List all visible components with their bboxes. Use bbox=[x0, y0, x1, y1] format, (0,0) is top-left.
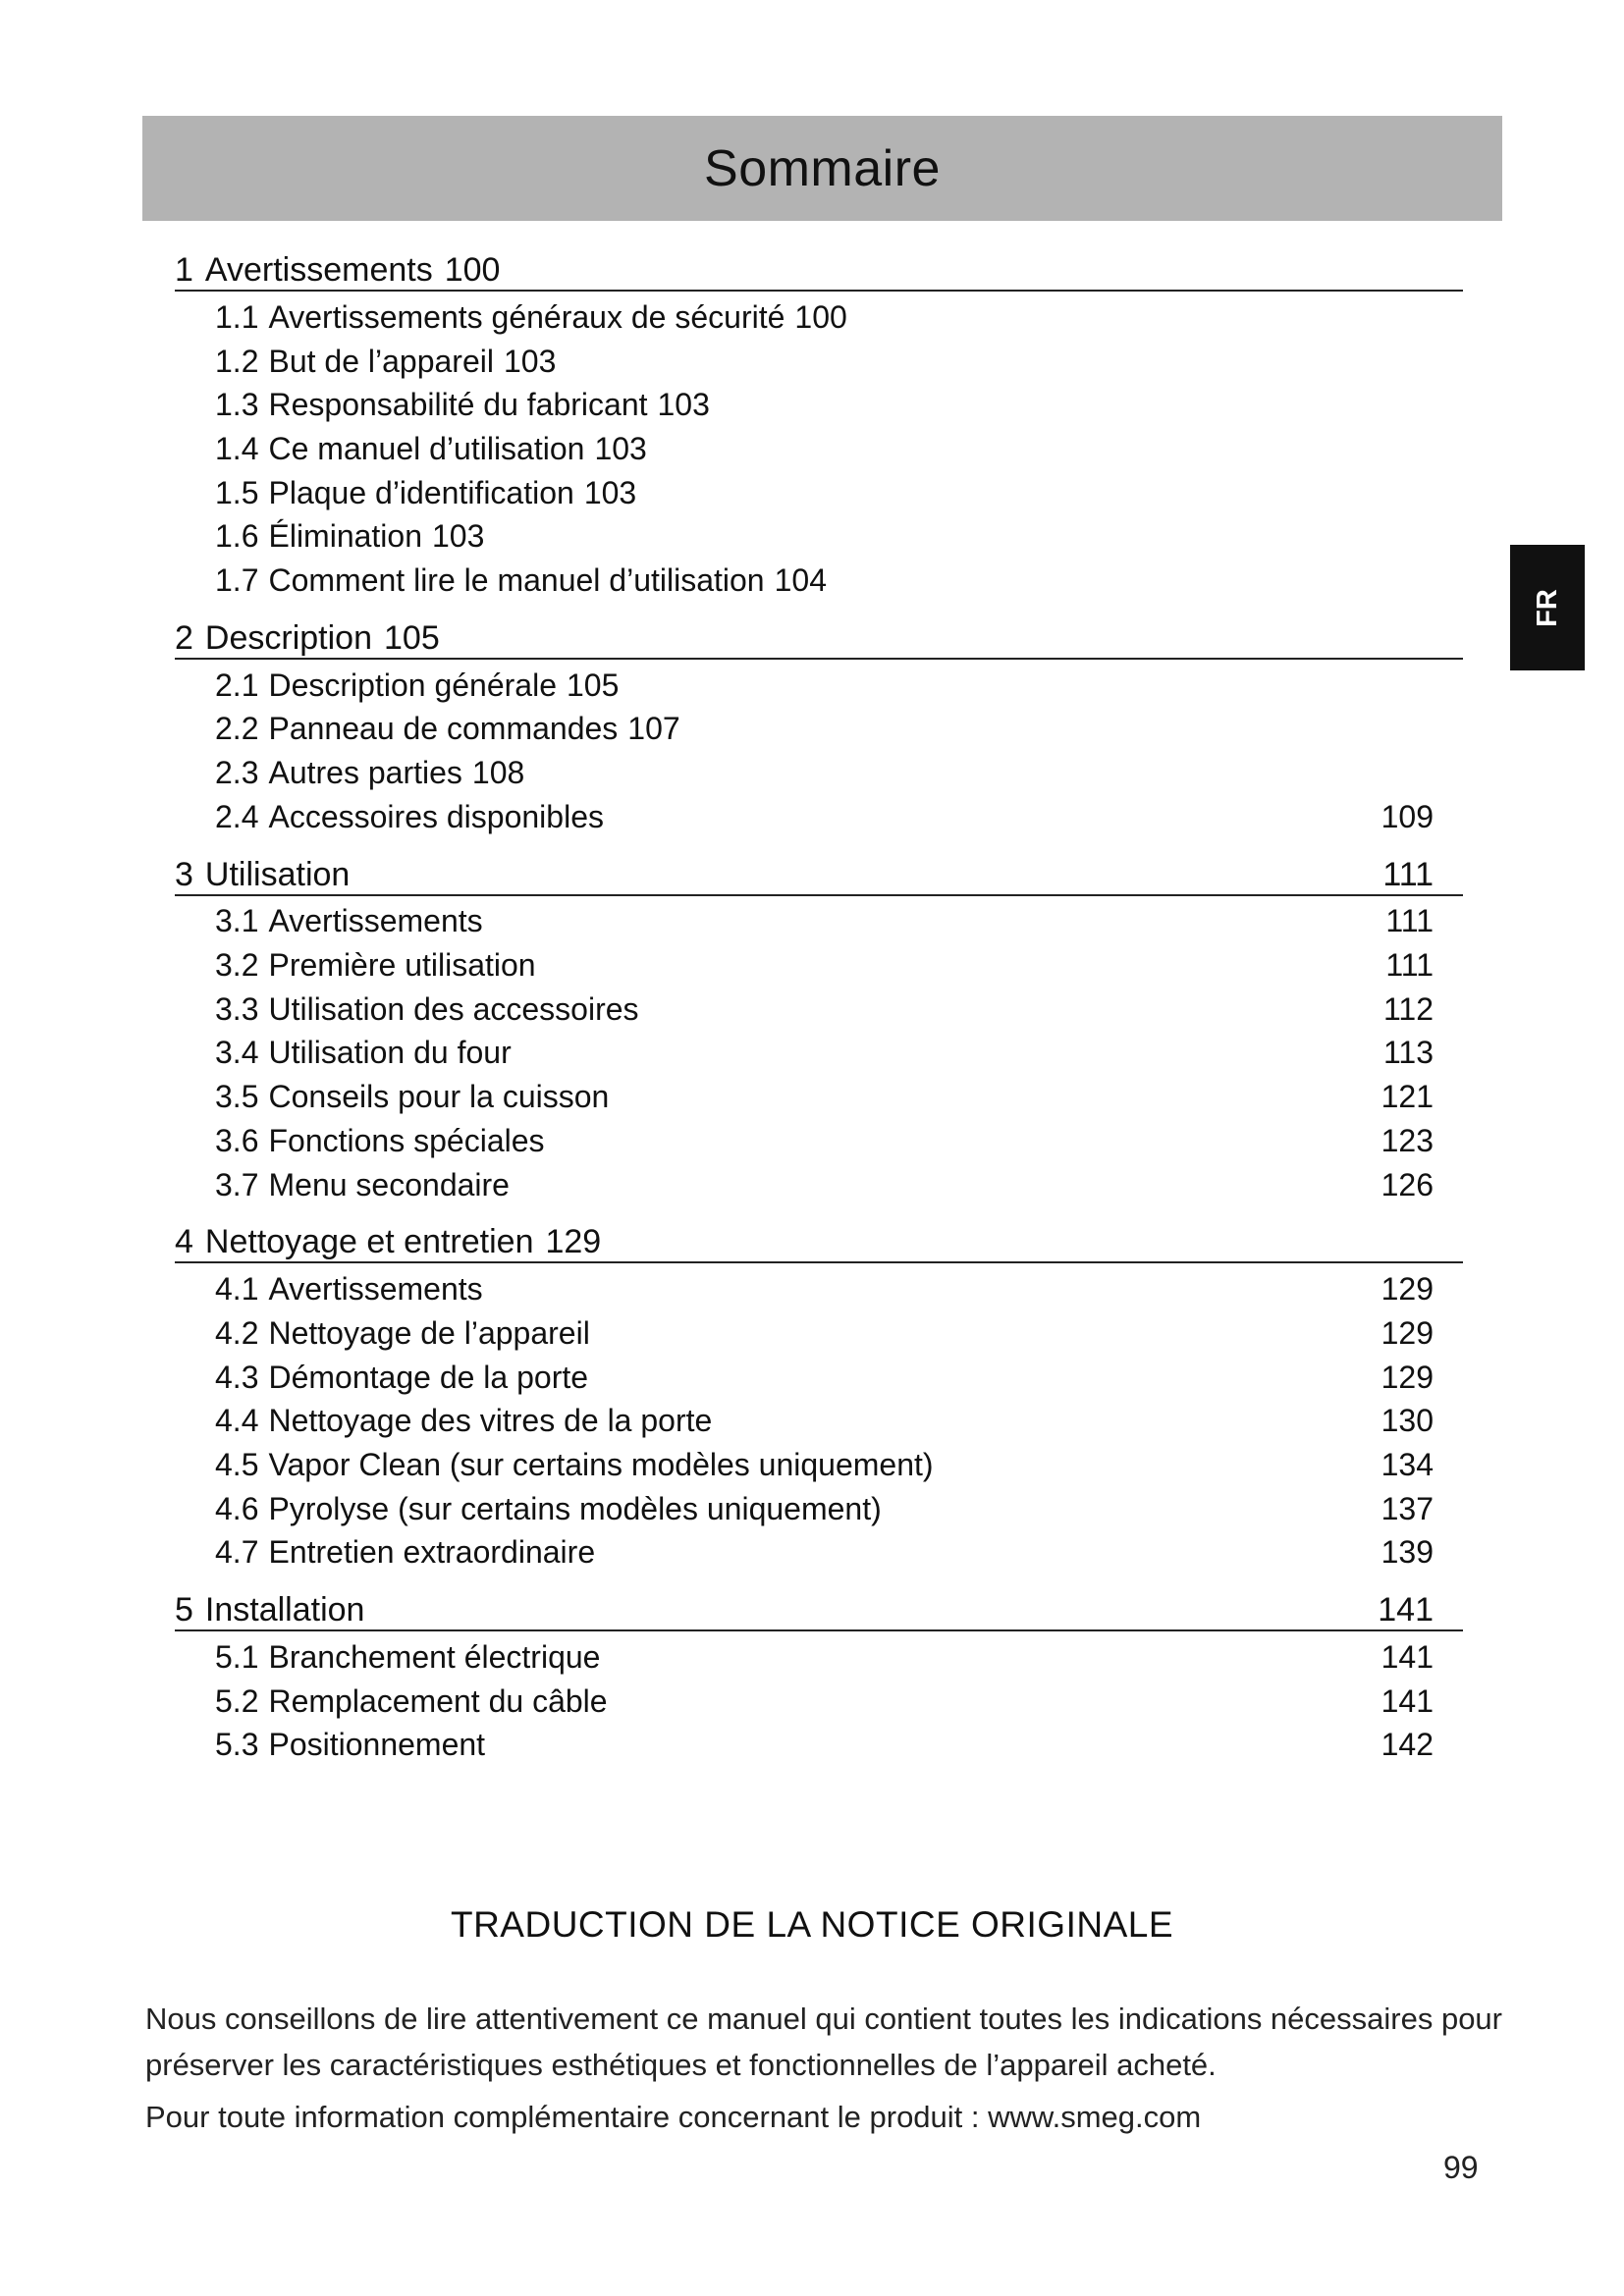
toc-section bbox=[175, 240, 1463, 609]
toc-section bbox=[175, 609, 1463, 845]
toc-entry[interactable] bbox=[175, 514, 1463, 559]
toc-section-title bbox=[175, 619, 440, 658]
table-of-contents bbox=[175, 240, 1463, 1773]
toc-entry[interactable] bbox=[175, 708, 1463, 752]
toc-entry-page: 129 bbox=[1380, 1271, 1434, 1308]
toc-entry-page: 100 bbox=[794, 298, 847, 335]
toc-entry-title bbox=[215, 518, 484, 555]
toc-entry-title bbox=[215, 344, 556, 380]
toc-entry-number: 2.4 bbox=[215, 798, 259, 834]
toc-entry-title bbox=[215, 1683, 608, 1720]
toc-entry[interactable] bbox=[175, 795, 1463, 839]
toc-entry-number: 4.3 bbox=[215, 1359, 259, 1395]
toc-entry-label: Conseils pour la cuisson bbox=[268, 1079, 610, 1115]
toc-entry-title bbox=[215, 991, 639, 1028]
toc-entry-page: 105 bbox=[566, 667, 620, 703]
toc-section-label: Avertissements bbox=[204, 251, 433, 289]
toc-entry-title bbox=[215, 562, 827, 599]
toc-entry-label: Comment lire le manuel d’utilisation bbox=[268, 561, 765, 598]
language-tab-label: FR bbox=[1531, 588, 1563, 627]
toc-entry-number: 1.2 bbox=[215, 343, 259, 379]
toc-entry[interactable] bbox=[175, 1635, 1463, 1680]
toc-entry-page: 111 bbox=[1385, 903, 1434, 939]
toc-subsection-list bbox=[175, 292, 1463, 609]
toc-entry-page: 112 bbox=[1382, 990, 1434, 1027]
toc-entry[interactable] bbox=[175, 943, 1463, 988]
toc-entry[interactable] bbox=[175, 1724, 1463, 1768]
toc-entry-number: 3.7 bbox=[215, 1166, 259, 1202]
toc-entry-number: 3.4 bbox=[215, 1035, 259, 1071]
page-header bbox=[142, 116, 1502, 221]
toc-entry-label: Élimination bbox=[268, 518, 422, 555]
toc-entry-number: 2.2 bbox=[215, 711, 259, 747]
toc-entry[interactable] bbox=[175, 1311, 1463, 1356]
toc-entry-label: Positionnement bbox=[268, 1727, 486, 1763]
toc-entry-page: 126 bbox=[1380, 1166, 1434, 1202]
toc-entry[interactable] bbox=[175, 559, 1463, 603]
toc-entry-page: 103 bbox=[583, 474, 637, 510]
toc-entry-label: Avertissements bbox=[268, 1271, 483, 1308]
toc-entry[interactable] bbox=[175, 340, 1463, 384]
toc-entry-label: Fonctions spéciales bbox=[268, 1122, 545, 1158]
toc-entry-number: 3.3 bbox=[215, 990, 259, 1027]
toc-entry-page: 129 bbox=[1380, 1359, 1434, 1395]
toc-entry[interactable] bbox=[175, 900, 1463, 944]
toc-section-page: 141 bbox=[1378, 1591, 1434, 1629]
toc-entry-page: 103 bbox=[594, 430, 647, 466]
toc-entry-label: Nettoyage des vitres de la porte bbox=[268, 1403, 713, 1439]
toc-entry-label: Panneau de commandes bbox=[268, 711, 619, 747]
toc-section-number: 2 bbox=[175, 618, 193, 657]
toc-entry-title bbox=[215, 711, 680, 747]
toc-section-number: 3 bbox=[175, 855, 193, 893]
toc-entry-page: 137 bbox=[1380, 1490, 1434, 1526]
toc-entry-page: 130 bbox=[1380, 1403, 1434, 1439]
toc-entry-title bbox=[215, 1079, 609, 1115]
toc-entry-number: 2.3 bbox=[215, 755, 259, 791]
toc-entry-label: Branchement électrique bbox=[268, 1639, 601, 1676]
toc-entry-label: Ce manuel d’utilisation bbox=[268, 430, 585, 466]
toc-entry-label: Avertissements généraux de sécurité bbox=[268, 298, 785, 335]
toc-entry[interactable] bbox=[175, 1680, 1463, 1724]
toc-entry-title bbox=[215, 667, 619, 704]
toc-entry-number: 4.4 bbox=[215, 1403, 259, 1439]
toc-entry-label: Nettoyage de l’appareil bbox=[268, 1314, 590, 1351]
toc-entry-label: Responsabilité du fabricant bbox=[268, 387, 648, 423]
toc-entry[interactable] bbox=[175, 427, 1463, 471]
toc-entry-label: Plaque d’identification bbox=[268, 474, 574, 510]
toc-section-page: 129 bbox=[545, 1223, 602, 1261]
toc-entry-title bbox=[215, 1639, 600, 1676]
toc-entry[interactable] bbox=[175, 1075, 1463, 1119]
page-number: 99 bbox=[1443, 2150, 1479, 2185]
toc-entry-label: Première utilisation bbox=[268, 947, 536, 984]
toc-entry-number: 1.3 bbox=[215, 387, 259, 423]
toc-entry[interactable] bbox=[175, 1032, 1463, 1076]
toc-entry-number: 5.2 bbox=[215, 1682, 259, 1719]
toc-entry-page: 103 bbox=[432, 518, 485, 555]
toc-entry-label: Utilisation du four bbox=[268, 1035, 512, 1071]
toc-entry[interactable] bbox=[175, 1119, 1463, 1163]
toc-entry-page: 142 bbox=[1380, 1727, 1434, 1763]
toc-section-title bbox=[175, 251, 500, 290]
toc-entry[interactable] bbox=[175, 1443, 1463, 1487]
toc-section-heading[interactable] bbox=[175, 1580, 1463, 1631]
toc-subsection-list bbox=[175, 1631, 1463, 1773]
toc-entry-number: 1.6 bbox=[215, 518, 259, 555]
toc-entry-title bbox=[215, 1447, 934, 1483]
toc-entry-number: 4.6 bbox=[215, 1490, 259, 1526]
toc-entry-title bbox=[215, 1727, 485, 1763]
toc-section-heading[interactable] bbox=[175, 1212, 1463, 1263]
toc-entry-title bbox=[215, 431, 647, 467]
toc-entry[interactable] bbox=[175, 1531, 1463, 1575]
toc-entry-number: 2.1 bbox=[215, 667, 259, 703]
toc-entry-number: 3.2 bbox=[215, 947, 259, 984]
toc-entry-page: 111 bbox=[1385, 947, 1434, 984]
toc-entry-number: 5.1 bbox=[215, 1639, 259, 1676]
toc-entry-page: 141 bbox=[1380, 1682, 1434, 1719]
toc-entry-title bbox=[215, 755, 524, 791]
toc-section bbox=[175, 845, 1463, 1213]
toc-entry-number: 1.4 bbox=[215, 430, 259, 466]
toc-entry-title bbox=[215, 299, 847, 336]
toc-entry-title bbox=[215, 1360, 588, 1396]
page-title: Sommaire bbox=[704, 139, 941, 197]
toc-entry-number: 4.5 bbox=[215, 1446, 259, 1482]
toc-entry[interactable] bbox=[175, 664, 1463, 708]
toc-entry-page: 104 bbox=[774, 561, 827, 598]
toc-entry-page: 139 bbox=[1380, 1534, 1434, 1571]
toc-entry[interactable] bbox=[175, 1399, 1463, 1443]
toc-section-title bbox=[175, 856, 350, 894]
language-tab bbox=[1510, 545, 1585, 670]
toc-entry-number: 3.6 bbox=[215, 1122, 259, 1158]
toc-subsection-list bbox=[175, 896, 1463, 1213]
notice-title: TRADUCTION DE LA NOTICE ORIGINALE bbox=[450, 1904, 1174, 1945]
toc-entry-number: 3.1 bbox=[215, 903, 259, 939]
toc-entry-page: 123 bbox=[1380, 1122, 1434, 1158]
toc-entry-label: Utilisation des accessoires bbox=[268, 990, 639, 1027]
toc-entry-label: But de l’appareil bbox=[268, 343, 494, 379]
toc-entry-label: Vapor Clean (sur certains modèles uniquement) bbox=[268, 1446, 934, 1482]
toc-entry[interactable] bbox=[175, 383, 1463, 427]
toc-section-page: 111 bbox=[1382, 855, 1434, 893]
toc-section-heading[interactable] bbox=[175, 240, 1463, 292]
toc-entry[interactable] bbox=[175, 471, 1463, 515]
toc-entry[interactable] bbox=[175, 1267, 1463, 1311]
toc-entry-label: Autres parties bbox=[268, 755, 462, 791]
toc-entry-label: Démontage de la porte bbox=[268, 1359, 589, 1395]
toc-entry-label: Avertissements bbox=[268, 903, 483, 939]
toc-entry-title bbox=[215, 1167, 510, 1203]
toc-section-label: Utilisation bbox=[204, 855, 351, 893]
toc-entry[interactable] bbox=[175, 295, 1463, 340]
toc-entry-title bbox=[215, 1403, 712, 1439]
toc-entry-label: Entretien extraordinaire bbox=[268, 1534, 596, 1571]
toc-entry-page: 103 bbox=[657, 387, 710, 423]
toc-entry-page: 113 bbox=[1382, 1035, 1434, 1071]
toc-subsection-list bbox=[175, 1263, 1463, 1580]
toc-entry-title bbox=[215, 1035, 512, 1071]
toc-entry-number: 5.3 bbox=[215, 1727, 259, 1763]
toc-entry-title bbox=[215, 1123, 545, 1159]
toc-entry-title bbox=[215, 799, 604, 835]
toc-entry-page: 108 bbox=[471, 755, 525, 791]
toc-section-number: 1 bbox=[175, 251, 193, 289]
toc-entry-number: 1.5 bbox=[215, 474, 259, 510]
toc-entry-page: 103 bbox=[503, 343, 557, 379]
toc-entry-title bbox=[215, 475, 636, 511]
toc-entry-label: Remplacement du câble bbox=[268, 1682, 608, 1719]
intro-paragraph: Nous conseillons de lire attentivement ce manuel qui contient toutes les indications nécessaires pour préserver les caractéristiques esthétiques et fonctionnelles de l’appareil acheté. bbox=[145, 2002, 1502, 2082]
toc-entry-label: Description générale bbox=[268, 667, 557, 703]
toc-subsection-list bbox=[175, 660, 1463, 845]
toc-entry-label: Accessoires disponibles bbox=[268, 798, 604, 834]
toc-entry[interactable] bbox=[175, 1487, 1463, 1531]
toc-entry[interactable] bbox=[175, 1356, 1463, 1400]
toc-entry[interactable] bbox=[175, 1163, 1463, 1207]
toc-section-title bbox=[175, 1223, 601, 1261]
toc-section bbox=[175, 1212, 1463, 1580]
toc-entry-title bbox=[215, 1271, 483, 1308]
toc-entry-title bbox=[215, 387, 710, 423]
toc-entry-page: 121 bbox=[1380, 1079, 1434, 1115]
intro-text bbox=[145, 1996, 1505, 2140]
toc-section-page: 105 bbox=[384, 618, 440, 657]
toc-entry-title bbox=[215, 903, 483, 939]
toc-entry-page: 107 bbox=[627, 711, 680, 747]
toc-section-page: 100 bbox=[444, 251, 501, 289]
toc-section-label: Installation bbox=[204, 1591, 365, 1629]
toc-section bbox=[175, 1580, 1463, 1773]
toc-entry-page: 129 bbox=[1380, 1314, 1434, 1351]
toc-entry-title bbox=[215, 1491, 882, 1527]
toc-entry-number: 1.1 bbox=[215, 298, 259, 335]
toc-section-label: Description bbox=[204, 618, 372, 657]
toc-entry-title bbox=[215, 1534, 595, 1571]
toc-section-label: Nettoyage et entretien bbox=[204, 1223, 534, 1261]
toc-entry-page: 141 bbox=[1380, 1639, 1434, 1676]
toc-entry-page: 134 bbox=[1380, 1446, 1434, 1482]
toc-section-title bbox=[175, 1591, 364, 1629]
toc-entry-title bbox=[215, 947, 536, 984]
toc-section-number: 5 bbox=[175, 1591, 193, 1629]
toc-entry[interactable] bbox=[175, 988, 1463, 1032]
toc-section-heading[interactable] bbox=[175, 845, 1463, 896]
toc-section-number: 4 bbox=[175, 1223, 193, 1261]
toc-entry-number: 1.7 bbox=[215, 561, 259, 598]
toc-section-heading[interactable] bbox=[175, 609, 1463, 660]
toc-entry-label: Menu secondaire bbox=[268, 1166, 510, 1202]
toc-entry-number: 4.2 bbox=[215, 1314, 259, 1351]
intro-paragraph-website: Pour toute information complémentaire concernant le produit : www.smeg.com bbox=[145, 2100, 1202, 2134]
toc-entry-number: 3.5 bbox=[215, 1079, 259, 1115]
toc-entry-page: 109 bbox=[1380, 798, 1434, 834]
toc-entry-number: 4.1 bbox=[215, 1271, 259, 1308]
toc-entry[interactable] bbox=[175, 751, 1463, 795]
toc-entry-number: 4.7 bbox=[215, 1534, 259, 1571]
toc-entry-label: Pyrolyse (sur certains modèles uniquement) bbox=[268, 1490, 882, 1526]
toc-entry-title bbox=[215, 1315, 590, 1352]
